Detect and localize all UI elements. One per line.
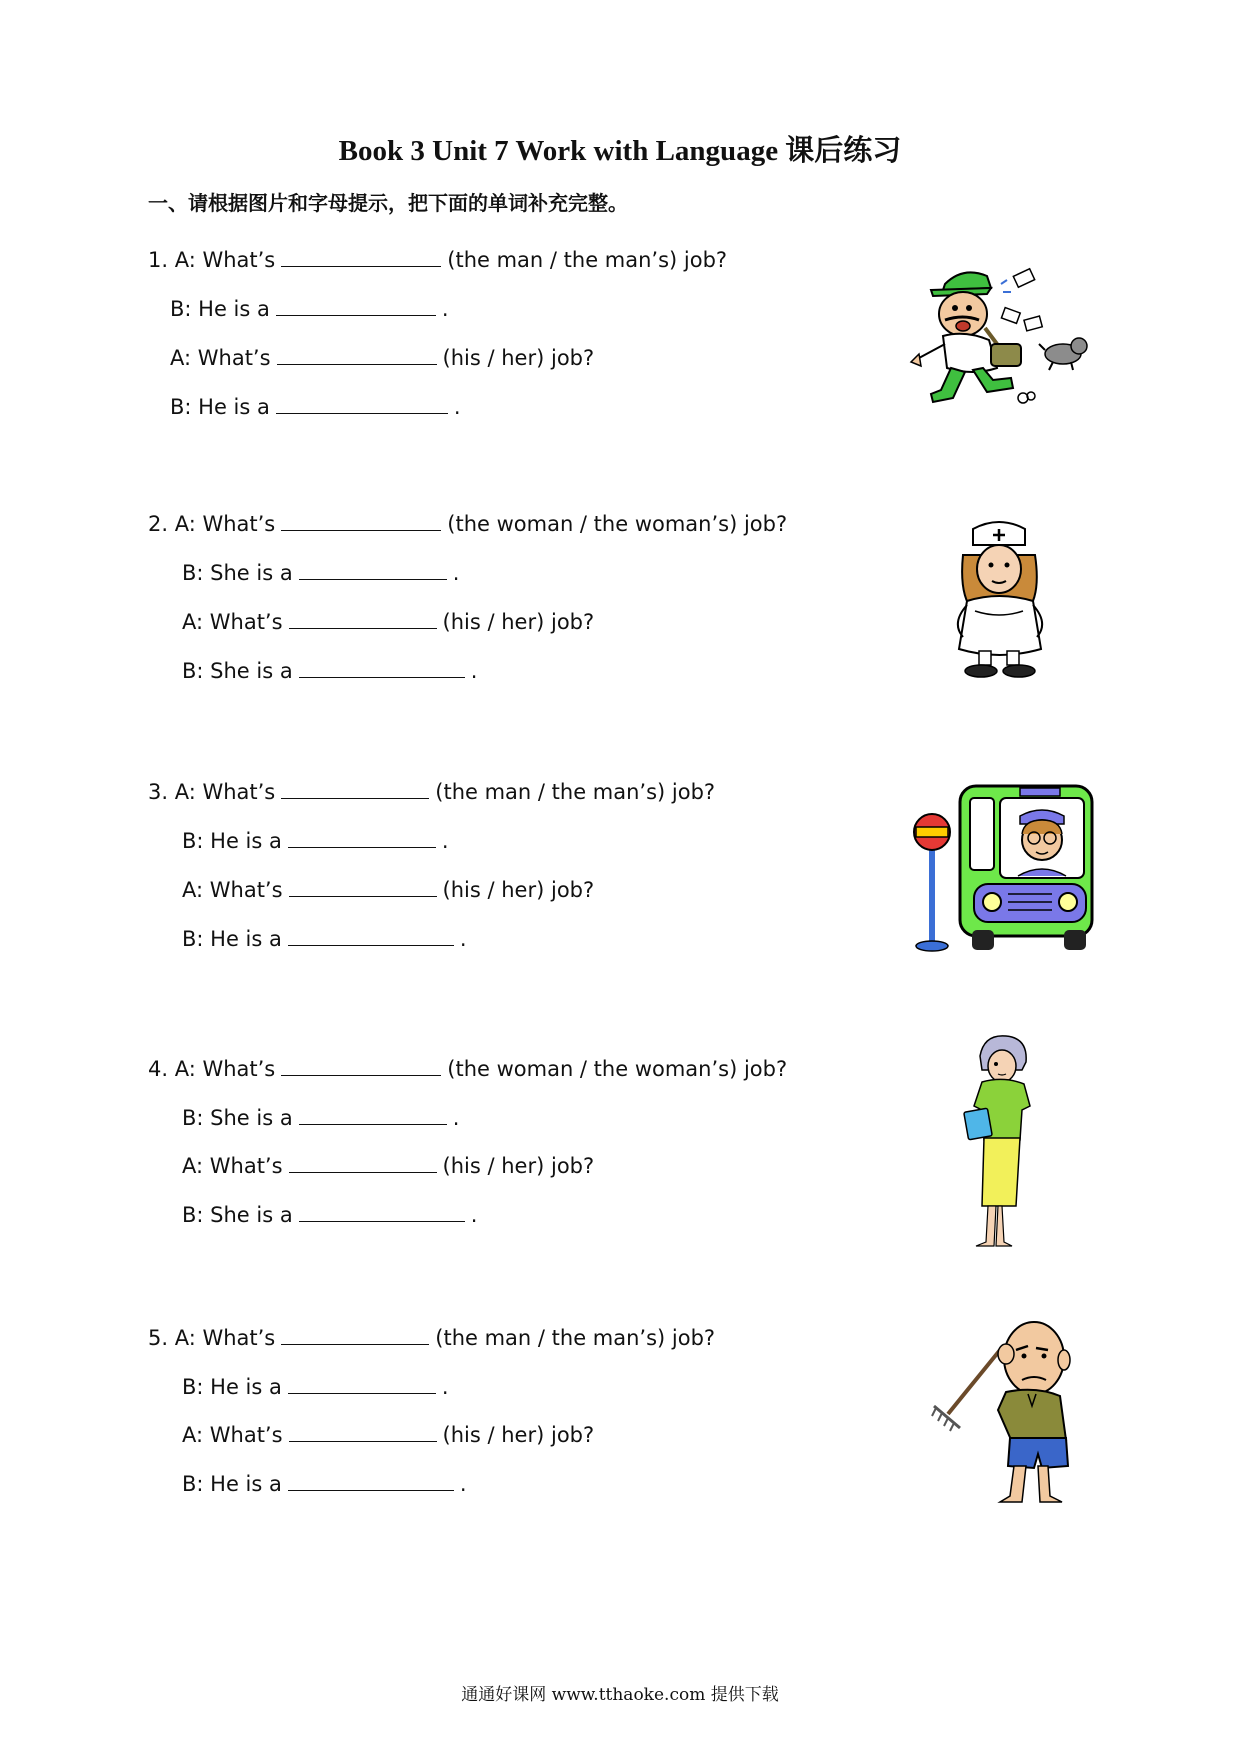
- q1-a2-prefix: A: What’s: [170, 346, 271, 370]
- q4-line-a1: [148, 1054, 787, 1084]
- q3-a1-suffix: (the man / the man’s) job?: [435, 780, 716, 804]
- q2-a1-prefix: 2. A: What’s: [148, 512, 276, 536]
- q4-b2-prefix: B: She is a: [182, 1203, 293, 1227]
- q1-b2-suffix: .: [453, 395, 461, 419]
- q4-b1-blank[interactable]: [299, 1104, 447, 1125]
- farmer-illustration: [930, 1310, 1080, 1510]
- q3-a2-prefix: A: What’s: [182, 878, 283, 902]
- q2-line-b2: [182, 656, 477, 686]
- q4-b1-suffix: .: [452, 1106, 460, 1130]
- q2-b2-blank[interactable]: [299, 657, 465, 678]
- q4-b2-suffix: .: [470, 1203, 478, 1227]
- q5-b2-suffix: .: [459, 1472, 467, 1496]
- bus-driver-illustration: [900, 780, 1100, 955]
- q3-a2-suffix: (his / her) job?: [442, 878, 595, 902]
- q3-b2-blank[interactable]: [288, 925, 454, 946]
- q3-a2-blank[interactable]: [289, 876, 437, 897]
- q2-b1-prefix: B: She is a: [182, 561, 293, 585]
- q5-a2-suffix: (his / her) job?: [442, 1423, 595, 1447]
- q4-a1-prefix: 4. A: What’s: [148, 1057, 276, 1081]
- q3-line-a1: [148, 777, 715, 807]
- woman-reading-illustration: [960, 1030, 1050, 1250]
- q5-line-a2: [182, 1420, 594, 1450]
- footer-source: 通通好课网 www.tthaoke.com 提供下载: [461, 1685, 779, 1705]
- q2-a1-blank[interactable]: [281, 510, 441, 531]
- q5-line-b1: [182, 1372, 449, 1402]
- q3-line-a2: [182, 875, 594, 905]
- q2-a1-suffix: (the woman / the woman’s) job?: [447, 512, 788, 536]
- q5-a1-blank[interactable]: [281, 1324, 429, 1345]
- q3-b1-blank[interactable]: [288, 827, 436, 848]
- nurse-illustration: [945, 515, 1055, 680]
- q5-b2-blank[interactable]: [288, 1470, 454, 1491]
- q5-b2-prefix: B: He is a: [182, 1472, 282, 1496]
- q4-line-a2: [182, 1151, 594, 1181]
- q5-a2-blank[interactable]: [289, 1421, 437, 1442]
- page-title: Book 3 Unit 7 Work with Language 课后练习: [338, 135, 902, 167]
- q1-line-a1: [148, 245, 727, 275]
- q3-b2-prefix: B: He is a: [182, 927, 282, 951]
- q3-b2-suffix: .: [459, 927, 467, 951]
- q1-b1-suffix: .: [441, 297, 449, 321]
- q1-line-b2: [170, 392, 461, 422]
- q4-a2-blank[interactable]: [289, 1152, 437, 1173]
- q1-a1-blank[interactable]: [281, 246, 441, 267]
- q2-b1-blank[interactable]: [299, 559, 447, 580]
- q2-a2-suffix: (his / her) job?: [442, 610, 595, 634]
- q1-a2-suffix: (his / her) job?: [442, 346, 595, 370]
- q4-a1-suffix: (the woman / the woman’s) job?: [447, 1057, 788, 1081]
- q3-b1-prefix: B: He is a: [182, 829, 282, 853]
- q3-b1-suffix: .: [441, 829, 449, 853]
- q2-a2-blank[interactable]: [289, 608, 437, 629]
- q5-line-b2: [182, 1469, 467, 1499]
- postman-illustration: [905, 262, 1095, 412]
- q2-b2-prefix: B: She is a: [182, 659, 293, 683]
- q5-b1-blank[interactable]: [288, 1373, 436, 1394]
- q1-a2-blank[interactable]: [277, 344, 437, 365]
- q4-b1-prefix: B: She is a: [182, 1106, 293, 1130]
- q1-b1-prefix: B: He is a: [170, 297, 270, 321]
- q3-a1-prefix: 3. A: What’s: [148, 780, 276, 804]
- q1-a1-prefix: 1. A: What’s: [148, 248, 276, 272]
- q4-a1-blank[interactable]: [281, 1055, 441, 1076]
- q4-a2-suffix: (his / her) job?: [442, 1154, 595, 1178]
- q5-line-a1: [148, 1323, 715, 1353]
- q3-line-b2: [182, 924, 467, 954]
- q5-a1-suffix: (the man / the man’s) job?: [435, 1326, 716, 1350]
- q2-line-a2: [182, 607, 594, 637]
- q1-line-a2: [170, 343, 594, 373]
- q4-a2-prefix: A: What’s: [182, 1154, 283, 1178]
- q3-a1-blank[interactable]: [281, 778, 429, 799]
- q1-b1-blank[interactable]: [276, 295, 436, 316]
- q4-line-b2: [182, 1200, 477, 1230]
- q3-line-b1: [182, 826, 449, 856]
- q2-b1-suffix: .: [452, 561, 460, 585]
- q4-line-b1: [182, 1103, 459, 1133]
- q5-a1-prefix: 5. A: What’s: [148, 1326, 276, 1350]
- q2-line-b1: [182, 558, 459, 588]
- q2-b2-suffix: .: [470, 659, 478, 683]
- q5-a2-prefix: A: What’s: [182, 1423, 283, 1447]
- q5-b1-suffix: .: [441, 1375, 449, 1399]
- q5-b1-prefix: B: He is a: [182, 1375, 282, 1399]
- q2-line-a1: [148, 509, 787, 539]
- section-heading: 一、请根据图片和字母提示，把下面的单词补充完整。: [148, 191, 628, 215]
- q4-b2-blank[interactable]: [299, 1201, 465, 1222]
- q1-a1-suffix: (the man / the man’s) job?: [447, 248, 728, 272]
- q2-a2-prefix: A: What’s: [182, 610, 283, 634]
- q1-b2-blank[interactable]: [276, 393, 448, 414]
- q1-b2-prefix: B: He is a: [170, 395, 270, 419]
- q1-line-b1: [170, 294, 449, 324]
